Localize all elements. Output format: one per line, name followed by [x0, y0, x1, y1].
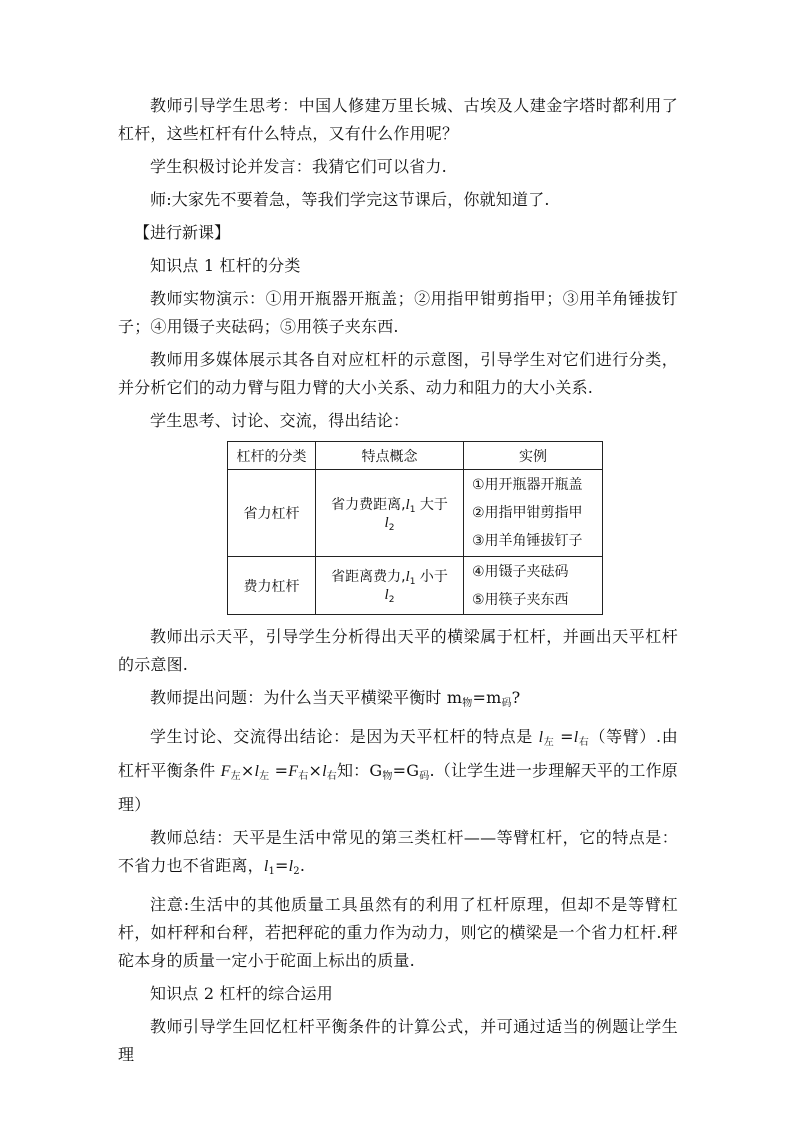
- subscript: 物: [462, 698, 473, 709]
- symbol-l: l: [263, 858, 269, 875]
- table-cell-category: 省力杠杆: [228, 470, 316, 557]
- example-item: ③用羊角锤拔钉子: [472, 533, 583, 549]
- subscript: 右: [298, 771, 309, 782]
- text-segment: ?: [511, 688, 521, 707]
- text-segment: .（让学生进一步理解天平的工作原理）: [118, 761, 678, 814]
- symbol-l: l: [538, 729, 544, 746]
- example-item: ①用开瓶器开瓶盖: [472, 477, 583, 493]
- table-cell-feature: [316, 470, 464, 557]
- table-cell-examples: [464, 470, 603, 557]
- subscript: 1: [409, 504, 416, 515]
- text-segment: 知：G: [336, 761, 383, 780]
- table-header-category: 杠杆的分类: [228, 442, 316, 470]
- table-row: [228, 557, 603, 615]
- text-segment: ×: [240, 761, 255, 780]
- subscript: 左: [259, 771, 270, 782]
- text-segment: =G: [392, 761, 420, 780]
- symbol-l: l: [254, 763, 260, 780]
- paragraph-teacher-reply: 师:大家先不要着急，等我们学完这节课后，你就知道了.: [150, 190, 550, 209]
- symbol-l: l: [322, 763, 327, 780]
- table-cell-feature: [316, 557, 464, 615]
- table-cell-category: 费力杠杆: [228, 557, 316, 615]
- paragraph-teacher-question: [118, 684, 678, 718]
- symbol-l: l: [384, 514, 389, 531]
- subscript: 右: [326, 771, 337, 782]
- lever-classification-table: [227, 441, 603, 615]
- symbol-F: F: [288, 763, 299, 780]
- text-segment: =: [554, 727, 574, 746]
- paragraph-formula-review: 教师引导学生回忆杠杆平衡条件的计算公式，并可通过适当的例题让学生理: [118, 1017, 678, 1064]
- text-segment: 教师总结：天平是生活中常见的第三类杠杆——等臂杠杆，它的特点是：不省力也不省距离，: [118, 828, 678, 875]
- paragraph-student-discussion: 学生积极讨论并发言：我猜它们可以省力.: [150, 157, 447, 176]
- symbol-F: F: [220, 763, 231, 780]
- subscript: 2: [388, 522, 395, 533]
- paragraph-demonstration: 教师实物演示：①用开瓶器开瓶盖；②用指甲钳剪指甲；③用羊角锤拔钉子；④用镊子夹砝码；⑤用筷子夹东西.: [118, 289, 678, 336]
- paragraph-multimedia: 教师用多媒体展示其各自对应杠杆的示意图，引导学生对它们进行分类，并分析它们的动力臂与阻力臂的大小关系、动力和阻力的大小关系.: [118, 350, 678, 397]
- paragraph-conclusion-intro: 学生思考、讨论、交流，得出结论：: [150, 411, 410, 430]
- table-row: [228, 470, 603, 557]
- symbol-l: l: [405, 496, 410, 513]
- text-segment: =: [269, 761, 289, 780]
- subscript: 2: [388, 595, 395, 605]
- subscript: 码: [501, 698, 512, 709]
- paragraph-balance-scale: 教师出示天平，引导学生分析得出天平的横梁属于杠杆，并画出天平杠杆的示意图.: [118, 627, 678, 674]
- feature-text: 省力费距离,: [331, 496, 406, 513]
- subscript: 1: [409, 577, 416, 587]
- example-item: ②用指甲钳剪指甲: [472, 505, 583, 521]
- subscript: 1: [268, 866, 276, 877]
- symbol-l: l: [405, 569, 410, 585]
- relation-text: 大于: [415, 496, 448, 513]
- paragraph-teacher-summary: [118, 824, 678, 886]
- symbol-l: l: [288, 858, 294, 875]
- paragraph-note: 注意:生活中的其他质量工具虽然有的利用了杠杆原理，但却不是等臂杠杆，如杆秤和台秤，若把秤砣的重力作为动力，则它的横梁是一个省力杠杆.秤砣本身的质量一定小于砣面上标出的质量.: [118, 895, 678, 970]
- text-segment: 教师提出问题：为什么当天平横梁平衡时 m: [150, 688, 463, 707]
- example-item: ⑤用筷子夹东西: [472, 591, 569, 608]
- subscript: 左: [543, 737, 555, 748]
- symbol-l: l: [573, 729, 579, 746]
- text-segment: .: [299, 856, 306, 875]
- subscript: 2: [293, 866, 300, 877]
- knowledge-point-2-heading: 知识点 2 杠杆的综合运用: [150, 984, 333, 1003]
- example-item: ④用镊子夹砝码: [472, 563, 569, 580]
- subscript: 码: [419, 771, 430, 782]
- document-page: [118, 92, 678, 1074]
- subscript: 左: [230, 771, 241, 782]
- paragraph-student-conclusion: [118, 723, 678, 819]
- relation-text: 小于: [415, 569, 448, 585]
- table-cell-examples: [464, 557, 603, 615]
- text-segment: =m: [472, 688, 502, 707]
- text-segment: 学生讨论、交流得出结论：是因为天平杠杆的特点是: [150, 727, 539, 746]
- table-header-examples: 实例: [464, 442, 603, 470]
- text-segment: （等臂）.由杠杆平衡条件: [118, 727, 678, 780]
- feature-text: 省距离费力,: [331, 569, 406, 585]
- knowledge-point-1-heading: 知识点 1 杠杆的分类: [150, 256, 301, 275]
- table-header-feature: 特点概念: [316, 442, 464, 470]
- text-segment: =: [275, 856, 289, 875]
- subscript: 物: [382, 771, 393, 782]
- subscript: 右: [578, 737, 590, 748]
- section-heading-new-lesson: 【进行新课】: [134, 223, 231, 242]
- paragraph-teacher-guides-thinking: 教师引导学生思考：中国人修建万里长城、古埃及人建金字塔时都利用了杠杆，这些杠杆有什么特点，又有什么作用呢？: [118, 96, 678, 143]
- text-segment: ×: [308, 761, 323, 780]
- table-header-row: [228, 442, 603, 470]
- symbol-l: l: [384, 587, 389, 603]
